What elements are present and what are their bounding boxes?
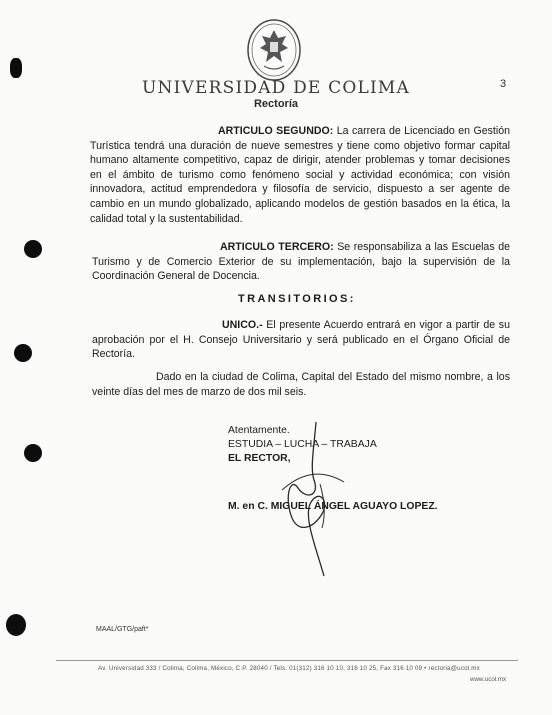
article-tercero-title: ARTICULO TERCERO: xyxy=(220,241,334,253)
footer-website: www.ucol.mx xyxy=(470,676,507,683)
binder-hole xyxy=(14,344,32,362)
binder-hole xyxy=(24,240,42,258)
signer-name: M. en C. MIGUEL ÁNGEL AGUAYO LOPEZ. xyxy=(228,501,438,512)
article-segundo xyxy=(90,124,510,226)
footer-address: Av. Universidad 333 / Colima, Colima, México, C.P. 28040 / Tels. 01(312) 316 10 10, 316 10 25, Fax 316 10 09 • rectoria@ucol.mx xyxy=(98,665,480,672)
binder-hole xyxy=(6,614,26,636)
motto: ESTUDIA – LUCHA – TRABAJA xyxy=(228,439,377,450)
article-tercero-text: Se responsabiliza a las Escuelas de Turismo y de Comercio Exterior de su implementación, bajo la supervisión de la Coordinación General de Docencia. xyxy=(92,241,510,283)
binder-hole xyxy=(24,444,42,462)
university-seal-icon xyxy=(246,18,302,82)
article-segundo-title: ARTICULO SEGUNDO: xyxy=(218,125,334,137)
handwritten-signature xyxy=(270,418,350,578)
department-name: Rectoría xyxy=(253,98,299,110)
transitorio-unico xyxy=(92,318,510,362)
salutation: Atentamente. xyxy=(228,425,290,436)
closing-text: Dado en la ciudad de Colima, Capital del Estado del mismo nombre, a los veinte días del mes de marzo de dos mil seis. xyxy=(92,371,510,398)
page-number: 3 xyxy=(500,78,507,90)
footer-divider xyxy=(56,660,518,661)
transitorio-unico-title: UNICO.- xyxy=(222,319,263,331)
transitorio-unico-text: El presente Acuerdo entrará en vigor a partir de su aprobación por el H. Consejo Universitario y será publicado en el Órgano Oficial de Rectoría. xyxy=(92,319,510,361)
article-segundo-text: La carrera de Licenciado en Gestión Turística tendrá una duración de nueve semestres y tiene como objetivo formar capital humano altamente competitivo, capaz de dirigir, atender problemas y tomar decisiones en el ámbito de turismo como fenómeno social y actividad económica; con visión innovadora, actitud emprendedora y filosofía de servicio, dispuesto a ser agente de cambio en un mundo globalizado, aplicando modelos de gestión basados en la ética, la calidad total y la sustentabilidad. xyxy=(90,125,510,225)
closing-paragraph xyxy=(92,370,510,399)
transitorios-heading: TRANSITORIOS: xyxy=(238,293,356,305)
signer-role: EL RECTOR, xyxy=(228,453,291,464)
binder-hole-top xyxy=(10,58,22,78)
reference-initials: MAAL/GTG/paft* xyxy=(96,626,149,633)
signature-block xyxy=(228,424,488,466)
university-name: UNIVERSIDAD DE COLIMA xyxy=(142,78,410,98)
article-tercero xyxy=(92,240,510,284)
